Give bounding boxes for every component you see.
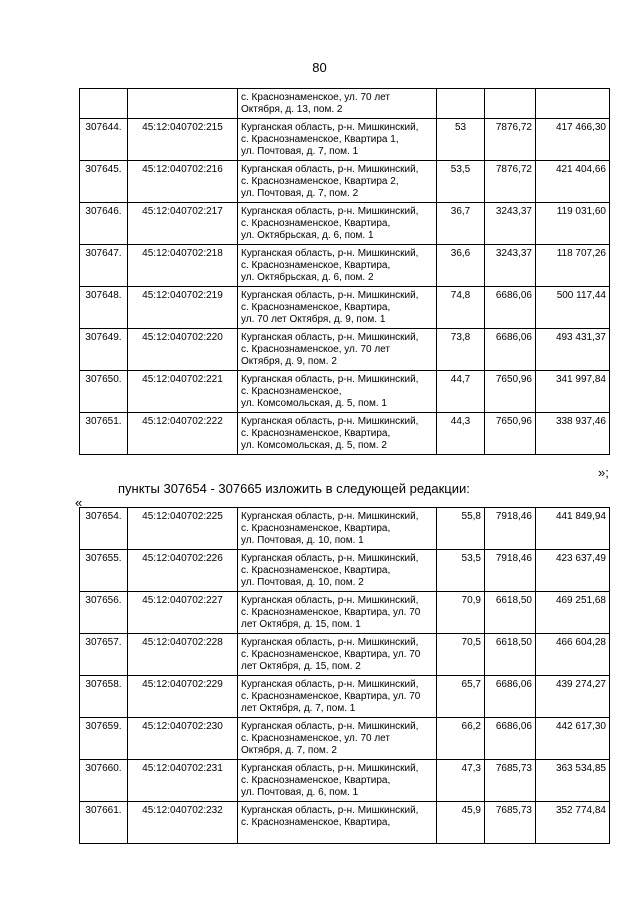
address-line: ул. Комсомольская, д. 5, пом. 2 (241, 440, 387, 451)
address-line: Курганская область, р-н. Мишкинский, (241, 416, 419, 427)
cell-total: 441 849,94 (536, 508, 610, 550)
cell-address (238, 802, 437, 844)
address-line: Курганская область, р-н. Мишкинский, (241, 290, 419, 301)
cell-address (238, 371, 437, 413)
address-line: ул. Октябрьская, д. 6, пом. 1 (241, 230, 374, 241)
address-line: Курганская область, р-н. Мишкинский, (241, 164, 419, 175)
cell-address (238, 203, 437, 245)
address-line: с. Краснознаменское, Квартира, (241, 302, 391, 313)
cell-total: 363 534,85 (536, 760, 610, 802)
table-row (80, 676, 610, 718)
cell-price: 6686,06 (485, 718, 536, 760)
address-line: с. Краснознаменское, Квартира, (241, 565, 391, 576)
address-line: с. Краснознаменское, ул. 70 лет (241, 344, 390, 355)
cell-total: 466 604,28 (536, 634, 610, 676)
cell-cadastral: 45:12:040702:230 (128, 718, 238, 760)
table-row (80, 371, 610, 413)
cell-price: 6686,06 (485, 329, 536, 371)
cell-price: 6618,50 (485, 592, 536, 634)
cell-number: 307661. (80, 802, 128, 844)
address-line: Октября, д. 7, пом. 2 (241, 745, 337, 756)
cell-area: 55,8 (437, 508, 485, 550)
table-row (80, 760, 610, 802)
cell-price: 6618,50 (485, 634, 536, 676)
cell-total: 417 466,30 (536, 119, 610, 161)
cell-total: 338 937,46 (536, 413, 610, 455)
cell-area: 44,3 (437, 413, 485, 455)
cell-total: 439 274,27 (536, 676, 610, 718)
table-row (80, 634, 610, 676)
cell-address (238, 634, 437, 676)
cell-number: 307659. (80, 718, 128, 760)
cell-number: 307660. (80, 760, 128, 802)
table-row (80, 245, 610, 287)
cell-price: 3243,37 (485, 245, 536, 287)
cell-total: 493 431,37 (536, 329, 610, 371)
cell-price: 7685,73 (485, 760, 536, 802)
address-line: с. Краснознаменское, Квартира, (241, 260, 391, 271)
table-row-continuation (80, 89, 610, 119)
table-row (80, 119, 610, 161)
cell-price: 7918,46 (485, 508, 536, 550)
cell-cadastral: 45:12:040702:222 (128, 413, 238, 455)
cell-total: 423 637,49 (536, 550, 610, 592)
address-line: ул. 70 лет Октября, д. 9, пом. 1 (241, 314, 386, 325)
address-line: с. Краснознаменское, Квартира, ул. 70 (241, 607, 421, 618)
cell-address (238, 676, 437, 718)
address-line: ул. Почтовая, д. 6, пом. 1 (241, 787, 359, 798)
address-line: лет Октября, д. 15, пом. 2 (241, 661, 361, 672)
cell-price: 7876,72 (485, 161, 536, 203)
cell-area: 70,9 (437, 592, 485, 634)
cell-number: 307645. (80, 161, 128, 203)
address-line: Курганская область, р-н. Мишкинский, (241, 637, 419, 648)
address-line: Курганская область, р-н. Мишкинский, (241, 805, 419, 816)
address-line: с. Краснознаменское, ул. 70 лет (241, 92, 390, 103)
cell-price: 3243,37 (485, 203, 536, 245)
address-line: Курганская область, р-н. Мишкинский, (241, 553, 419, 564)
cell-cadastral: 45:12:040702:232 (128, 802, 238, 844)
cell-number: 307650. (80, 371, 128, 413)
cell-total: 341 997,84 (536, 371, 610, 413)
address-line: Октября, д. 9, пом. 2 (241, 356, 337, 367)
cell-number: 307657. (80, 634, 128, 676)
cell-address (238, 592, 437, 634)
address-line: с. Краснознаменское, Квартира 2, (241, 176, 399, 187)
cell-area: 44,7 (437, 371, 485, 413)
cell-cadastral: 45:12:040702:218 (128, 245, 238, 287)
cell-total: 421 404,66 (536, 161, 610, 203)
cell-price: 7650,96 (485, 371, 536, 413)
cell-total: 119 031,60 (536, 203, 610, 245)
cell-number: 307646. (80, 203, 128, 245)
cell-number (80, 89, 128, 119)
cell-total: 118 707,26 (536, 245, 610, 287)
cell-address (238, 89, 437, 119)
cell-cadastral: 45:12:040702:225 (128, 508, 238, 550)
address-line: с. Краснознаменское, Квартира, (241, 817, 391, 828)
address-line: ул. Почтовая, д. 7, пом. 2 (241, 188, 359, 199)
address-line: с. Краснознаменское, (241, 386, 342, 397)
closing-quote: »; (598, 465, 609, 480)
address-line: Курганская область, р-н. Мишкинский, (241, 679, 419, 690)
cell-address (238, 329, 437, 371)
address-line: с. Краснознаменское, Квартира, ул. 70 (241, 691, 421, 702)
cell-area: 53 (437, 119, 485, 161)
cell-cadastral: 45:12:040702:215 (128, 119, 238, 161)
address-line: с. Краснознаменское, Квартира, (241, 775, 391, 786)
address-line: с. Краснознаменское, Квартира 1, (241, 134, 399, 145)
cell-address (238, 760, 437, 802)
cell-total (536, 89, 610, 119)
address-line: ул. Почтовая, д. 7, пом. 1 (241, 146, 359, 157)
page-number: 80 (312, 60, 327, 75)
address-line: с. Краснознаменское, ул. 70 лет (241, 733, 390, 744)
cell-area: 36,7 (437, 203, 485, 245)
cell-address (238, 718, 437, 760)
cell-area: 36,6 (437, 245, 485, 287)
cell-address (238, 508, 437, 550)
cell-address (238, 119, 437, 161)
address-line: Курганская область, р-н. Мишкинский, (241, 122, 419, 133)
cell-cadastral: 45:12:040702:217 (128, 203, 238, 245)
address-line: ул. Октябрьская, д. 6, пом. 2 (241, 272, 374, 283)
table-row (80, 592, 610, 634)
cell-price: 7918,46 (485, 550, 536, 592)
cell-number: 307651. (80, 413, 128, 455)
cell-cadastral: 45:12:040702:219 (128, 287, 238, 329)
address-line: Курганская область, р-н. Мишкинский, (241, 248, 419, 259)
address-line: с. Краснознаменское, Квартира, (241, 523, 391, 534)
address-line: Курганская область, р-н. Мишкинский, (241, 332, 419, 343)
cell-price: 6686,06 (485, 676, 536, 718)
cell-cadastral: 45:12:040702:229 (128, 676, 238, 718)
address-line: с. Краснознаменское, Квартира, (241, 428, 391, 439)
cell-number: 307658. (80, 676, 128, 718)
cell-area: 53,5 (437, 161, 485, 203)
address-line: Курганская область, р-н. Мишкинский, (241, 206, 419, 217)
cell-cadastral: 45:12:040702:227 (128, 592, 238, 634)
table-row (80, 413, 610, 455)
cell-price: 7876,72 (485, 119, 536, 161)
address-line: ул. Комсомольская, д. 5, пом. 1 (241, 398, 387, 409)
cell-cadastral: 45:12:040702:216 (128, 161, 238, 203)
address-line: Курганская область, р-н. Мишкинский, (241, 721, 419, 732)
table-row (80, 329, 610, 371)
cell-cadastral: 45:12:040702:220 (128, 329, 238, 371)
address-line: Курганская область, р-н. Мишкинский, (241, 511, 419, 522)
table-row (80, 203, 610, 245)
cell-number: 307655. (80, 550, 128, 592)
cell-area: 45,9 (437, 802, 485, 844)
cell-number: 307654. (80, 508, 128, 550)
cell-number: 307656. (80, 592, 128, 634)
cell-total: 352 774,84 (536, 802, 610, 844)
address-line: лет Октября, д. 7, пом. 1 (241, 703, 356, 714)
opening-quote: « (75, 495, 83, 510)
address-line: ул. Почтовая, д. 10, пом. 1 (241, 535, 364, 546)
cell-area: 53,5 (437, 550, 485, 592)
cell-area: 73,8 (437, 329, 485, 371)
address-line: Октября, д. 13, пом. 2 (241, 104, 343, 115)
cell-total: 442 617,30 (536, 718, 610, 760)
cell-area (437, 89, 485, 119)
cell-area: 70,5 (437, 634, 485, 676)
address-line: с. Краснознаменское, Квартира, ул. 70 (241, 649, 421, 660)
table-row (80, 550, 610, 592)
cell-price: 6686,06 (485, 287, 536, 329)
table-row (80, 161, 610, 203)
cell-cadastral: 45:12:040702:221 (128, 371, 238, 413)
cell-area: 66,2 (437, 718, 485, 760)
address-line: с. Краснознаменское, Квартира, (241, 218, 391, 229)
table-row (80, 508, 610, 550)
cell-number: 307644. (80, 119, 128, 161)
cell-price: 7650,96 (485, 413, 536, 455)
cell-area: 74,8 (437, 287, 485, 329)
cell-address (238, 413, 437, 455)
cell-total: 469 251,68 (536, 592, 610, 634)
cell-price: 7685,73 (485, 802, 536, 844)
cell-address (238, 550, 437, 592)
cell-address (238, 245, 437, 287)
table-row (80, 287, 610, 329)
cell-cadastral: 45:12:040702:231 (128, 760, 238, 802)
cell-cadastral (128, 89, 238, 119)
table-row (80, 718, 610, 760)
address-line: лет Октября, д. 15, пом. 1 (241, 619, 361, 630)
amendment-instruction: пункты 307654 - 307665 изложить в следующей редакции: (118, 481, 470, 496)
cell-cadastral: 45:12:040702:226 (128, 550, 238, 592)
cell-price (485, 89, 536, 119)
cell-area: 47,3 (437, 760, 485, 802)
cell-total: 500 117,44 (536, 287, 610, 329)
cell-cadastral: 45:12:040702:228 (128, 634, 238, 676)
cell-number: 307648. (80, 287, 128, 329)
property-table-2 (79, 507, 610, 844)
address-line: ул. Почтовая, д. 10, пом. 2 (241, 577, 364, 588)
cell-number: 307647. (80, 245, 128, 287)
cell-area: 65,7 (437, 676, 485, 718)
cell-address (238, 161, 437, 203)
cell-number: 307649. (80, 329, 128, 371)
address-line: Курганская область, р-н. Мишкинский, (241, 763, 419, 774)
property-table-1 (79, 88, 610, 455)
address-line: Курганская область, р-н. Мишкинский, (241, 374, 419, 385)
table-row (80, 802, 610, 844)
cell-address (238, 287, 437, 329)
address-line: Курганская область, р-н. Мишкинский, (241, 595, 419, 606)
